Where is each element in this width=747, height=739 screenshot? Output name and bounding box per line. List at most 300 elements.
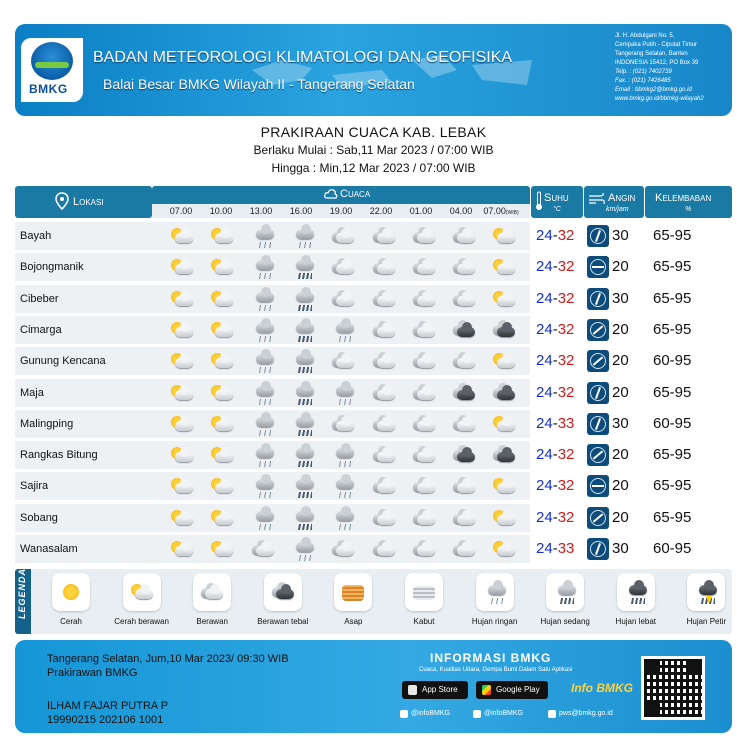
partly-cloudy-icon: [168, 507, 196, 529]
weather-cell: [152, 472, 530, 500]
legend-item: [673, 573, 739, 626]
hour-label: 07.00: [483, 206, 506, 216]
cloudy-icon: [410, 319, 438, 341]
weather-cell: [152, 222, 530, 250]
legend-label: Cerah berawan: [114, 617, 169, 626]
cloudy-icon: [410, 475, 438, 497]
legend-label: Asap: [344, 617, 363, 626]
temperature-range: [536, 540, 574, 557]
temp-min: 24: [536, 540, 553, 557]
temp-separator: -: [552, 383, 558, 401]
light-rain-icon: [249, 256, 277, 278]
temp-min: 24: [536, 352, 553, 370]
wind-speed: 20: [612, 383, 629, 401]
wind-cell: [584, 504, 644, 532]
partly-cloudy-icon: [168, 413, 196, 435]
temp-min: 24: [536, 227, 553, 244]
legend-icon-box: [405, 573, 443, 611]
temp-max: 32: [557, 320, 575, 338]
partly-cloudy-icon: [168, 288, 196, 310]
email-link[interactable]: pws@bmkg.go.id: [548, 710, 613, 717]
cloudy-icon: [450, 288, 478, 310]
humidity-range: 65-95: [653, 289, 692, 307]
valid-to: Hingga : Min,12 Mar 2023 / 07:00 WIB: [271, 161, 476, 175]
hour-label: 10.00: [209, 206, 233, 216]
page-title: PRAKIRAAN CUACA KAB. LEBAK: [260, 124, 487, 140]
location-cell: [15, 410, 152, 438]
temperature-range: [536, 290, 574, 307]
temperature-cell: [531, 535, 583, 563]
cloudy-icon: [410, 288, 438, 310]
wind-direction-icon: [587, 225, 609, 247]
temp-separator: -: [552, 477, 558, 495]
cloudy-icon: [450, 350, 478, 372]
wind-direction-icon: [587, 288, 609, 310]
light-rain-icon: [329, 319, 357, 341]
table-row: [15, 347, 732, 375]
cloudy-icon: [249, 538, 277, 560]
temperature-range: [536, 227, 574, 244]
partly-cloudy-icon: [168, 350, 196, 372]
humidity-cell: [645, 347, 732, 375]
light-rain-icon: [289, 225, 317, 247]
table-row: [15, 504, 732, 532]
legend-icon-box: [617, 573, 655, 611]
hour-label: 13.00: [249, 206, 273, 216]
moderate-rain-icon: [289, 350, 317, 372]
temp-max: 32: [557, 477, 575, 495]
cloudy-icon: [450, 538, 478, 560]
wind-speed: 30: [612, 289, 629, 307]
weather-cell: [152, 285, 530, 313]
humidity-cell: [645, 504, 732, 532]
moderate-rain-icon: [289, 507, 317, 529]
light-rain-icon: [249, 413, 277, 435]
hour-label: 19.00: [329, 206, 353, 216]
partly-cloudy-icon: [208, 319, 236, 341]
cloudy-icon: [370, 319, 398, 341]
forecaster-name: ILHAM FAJAR PUTRA P: [47, 700, 169, 712]
legend-label: Hujan ringan: [471, 617, 518, 626]
logo-text: BMKG: [29, 82, 68, 96]
location-cell: [15, 472, 152, 500]
legend-icon-box: [546, 573, 584, 611]
wind-cell: [584, 285, 644, 313]
header-lokasi-label: Lokasi: [73, 196, 104, 208]
cloudy-icon: [410, 507, 438, 529]
hour-label: 07.00: [169, 206, 193, 216]
humidity-cell: [645, 472, 732, 500]
cloudy-icon: [370, 507, 398, 529]
cloudy-icon: [370, 350, 398, 372]
legend: [15, 569, 732, 634]
humidity-cell: [645, 410, 732, 438]
cloud-header-icon: [324, 188, 338, 200]
temp-min: 24: [536, 477, 553, 495]
light-rain-icon: [249, 225, 277, 247]
hour-strip: [152, 204, 530, 218]
temp-separator: -: [552, 258, 558, 276]
wind-speed: 20: [612, 320, 629, 338]
temperature-range: [536, 446, 574, 463]
light-rain-icon: [249, 350, 277, 372]
address-website: www.bmkg.go.id/bbmkg-wilayah2: [615, 96, 704, 102]
wind-speed: 30: [612, 540, 629, 557]
temp-max: 32: [557, 383, 575, 401]
wind-cell: [584, 222, 644, 250]
address-phone: Telp. : (021) 7402739: [615, 69, 672, 75]
overcast-icon: [450, 444, 478, 466]
issued-place-date: Tangerang Selatan, Jum,10 Mar 2023/ 09:30 WIB: [47, 653, 289, 665]
temp-separator: -: [552, 320, 558, 338]
humidity-cell: [645, 379, 732, 407]
location-name: Cibeber: [20, 292, 59, 305]
light-rain-icon: [481, 581, 509, 603]
partly-cloudy-icon: [168, 319, 196, 341]
weather-cell: [152, 441, 530, 469]
header-angin: [584, 186, 644, 218]
cloudy-icon: [410, 382, 438, 404]
hour-suffix: (WIB): [505, 210, 519, 216]
weather-cell: [152, 504, 530, 532]
location-name: Wanasalam: [20, 543, 78, 555]
location-cell: [15, 285, 152, 313]
cloudy-icon: [370, 382, 398, 404]
cloudy-icon: [370, 444, 398, 466]
overcast-icon: [450, 382, 478, 404]
humidity-cell: [645, 441, 732, 469]
humidity-cell: [645, 316, 732, 344]
temp-separator: -: [552, 446, 558, 464]
hour-label: 04.00: [449, 206, 473, 216]
partly-cloudy-icon: [490, 538, 518, 560]
header-lokasi: [15, 186, 152, 218]
partly-cloudy-icon: [168, 444, 196, 466]
cloudy-icon: [198, 581, 226, 603]
temp-min: 24: [536, 414, 553, 432]
wind-cell: [584, 253, 644, 281]
cloudy-icon: [410, 350, 438, 372]
partly-cloudy-icon: [208, 538, 236, 560]
temperature-range: [536, 352, 574, 369]
location-name: Maja: [20, 386, 44, 399]
header-kelembaban-unit: %: [685, 206, 692, 213]
humidity-cell: [645, 285, 732, 313]
wind-speed: 20: [612, 508, 629, 526]
qr-code[interactable]: [641, 656, 705, 720]
humidity-cell: [645, 253, 732, 281]
temperature-cell: [531, 285, 583, 313]
cloudy-icon: [329, 413, 357, 435]
temp-min: 24: [536, 320, 553, 338]
temp-max: 33: [557, 540, 575, 557]
table-row: [15, 379, 732, 407]
humidity-range: 65-95: [653, 446, 692, 464]
humidity-range: 65-95: [653, 477, 692, 495]
cloudy-icon: [450, 256, 478, 278]
cloudy-icon: [410, 413, 438, 435]
partly-cloudy-icon: [168, 538, 196, 560]
haze-icon: [339, 581, 367, 603]
hour-label: 01.00: [409, 206, 433, 216]
partly-cloudy-icon: [490, 413, 518, 435]
moderate-rain-icon: [289, 256, 317, 278]
temperature-range: [536, 258, 574, 275]
info-subtitle: Cuaca, Kualitas Udara, Gempa Bumi Dalam Satu Aplikasi: [419, 667, 573, 673]
forecaster-nip: 19990215 202106 1001: [47, 714, 164, 726]
header-angin-label: Angin: [608, 192, 636, 204]
bmkg-logo: [21, 38, 83, 102]
logo-emblem-icon: [31, 42, 73, 80]
partly-cloudy-icon: [208, 475, 236, 497]
legend-label: Hujan sedang: [540, 617, 590, 626]
legend-item: [603, 573, 669, 626]
partly-cloudy-icon: [490, 256, 518, 278]
temperature-range: [536, 321, 574, 338]
cloudy-icon: [370, 256, 398, 278]
cloudy-icon: [329, 225, 357, 247]
wind-speed: 20: [612, 258, 629, 276]
overcast-icon: [490, 444, 518, 466]
address-line: Cempaka Putih - Ciputat Timur: [615, 42, 698, 48]
temperature-cell: [531, 504, 583, 532]
partly-cloudy-icon: [208, 413, 236, 435]
wind-direction-icon: [587, 413, 609, 435]
valid-from: Berlaku Mulai : Sab,11 Mar 2023 / 07:00 WIB: [253, 143, 494, 157]
humidity-range: 65-95: [653, 258, 692, 276]
cloudy-icon: [329, 288, 357, 310]
temperature-range: [536, 509, 574, 526]
cloudy-icon: [410, 444, 438, 466]
fog-icon: [410, 581, 438, 603]
heavy-rain-icon: [622, 581, 650, 603]
hour-label: 16.00: [289, 206, 313, 216]
humidity-cell: [645, 222, 732, 250]
wind-speed: 30: [612, 227, 629, 244]
temp-max: 32: [557, 508, 575, 526]
partly-cloudy-icon: [490, 475, 518, 497]
cloudy-icon: [410, 538, 438, 560]
wind-direction-icon: [587, 256, 609, 278]
qr-code-pattern: [644, 659, 702, 717]
temp-max: 32: [557, 446, 575, 464]
light-rain-icon: [249, 444, 277, 466]
temp-separator: -: [552, 508, 558, 526]
overcast-icon: [450, 319, 478, 341]
partly-cloudy-icon: [168, 225, 196, 247]
info-title: INFORMASI BMKG: [430, 651, 552, 665]
overcast-icon: [269, 581, 297, 603]
wind-direction-icon: [587, 507, 609, 529]
legend-title: LEGENDA: [17, 567, 27, 619]
light-rain-icon: [329, 444, 357, 466]
cloudy-icon: [329, 256, 357, 278]
legend-item: [109, 573, 175, 626]
light-rain-icon: [249, 319, 277, 341]
wind-cell: [584, 472, 644, 500]
wind-direction-icon: [587, 319, 609, 341]
wind-speed: 30: [612, 414, 629, 432]
wind-cell: [584, 379, 644, 407]
overcast-icon: [490, 382, 518, 404]
light-rain-icon: [249, 475, 277, 497]
partly-cloudy-icon: [168, 256, 196, 278]
location-name: Gunung Kencana: [20, 355, 106, 368]
location-cell: [15, 535, 152, 563]
header-suhu-unit: °C: [553, 206, 561, 213]
legend-tab: [15, 569, 31, 634]
location-name: Malingping: [20, 417, 74, 430]
wind-direction-icon: [587, 475, 609, 497]
location-cell: [15, 222, 152, 250]
table-row: [15, 285, 732, 313]
hour-label: 22.00: [369, 206, 393, 216]
location-cell: [15, 379, 152, 407]
legend-item: [250, 573, 316, 626]
table-row: [15, 222, 732, 250]
partly-cloudy-icon: [490, 350, 518, 372]
humidity-range: 60-95: [653, 540, 692, 557]
light-rain-icon: [329, 507, 357, 529]
light-rain-icon: [249, 288, 277, 310]
weather-cell: [152, 410, 530, 438]
temp-max: 32: [557, 289, 575, 307]
thunderstorm-icon: [692, 581, 720, 603]
partly-cloudy-icon: [128, 581, 156, 603]
moderate-rain-icon: [551, 581, 579, 603]
moderate-rain-icon: [289, 288, 317, 310]
header-suhu: [531, 186, 583, 218]
temp-max: 32: [557, 227, 575, 244]
weather-cell: [152, 535, 530, 563]
info-bmkg-app[interactable]: Info BMKG: [571, 681, 633, 695]
forecaster-role: Prakirawan BMKG: [47, 667, 138, 679]
table-row: [15, 253, 732, 281]
location-cell: [15, 441, 152, 469]
cloudy-icon: [450, 507, 478, 529]
temperature-range: [536, 477, 574, 494]
location-cell: [15, 316, 152, 344]
legend-item: [320, 573, 386, 626]
temp-min: 24: [536, 508, 553, 526]
temperature-cell: [531, 441, 583, 469]
humidity-range: 60-95: [653, 414, 692, 432]
temperature-range: [536, 384, 574, 401]
weather-cell: [152, 347, 530, 375]
cloudy-icon: [329, 350, 357, 372]
table-row: [15, 472, 732, 500]
partly-cloudy-icon: [490, 288, 518, 310]
sunny-icon: [57, 581, 85, 603]
humidity-range: 65-95: [653, 320, 692, 338]
temp-min: 24: [536, 289, 553, 307]
header-kelembaban-label: Kelembaban: [655, 192, 712, 204]
moderate-rain-icon: [289, 444, 317, 466]
header-banner: [15, 24, 732, 116]
address-line: INDONESIA 15412, PO Box 39: [615, 60, 699, 66]
google-play-badge[interactable]: Google Play: [476, 681, 548, 699]
temp-max: 32: [557, 258, 575, 276]
address-line: Tangerang Selatan, Banten: [615, 51, 688, 57]
thermometer-icon: [535, 191, 543, 211]
legend-label: Berawan tebal: [257, 617, 309, 626]
humidity-range: 65-95: [653, 508, 692, 526]
header-cuaca: [152, 186, 530, 218]
legend-label: Hujan Petir: [686, 617, 727, 626]
legend-label: Berawan: [196, 617, 228, 626]
hour-label-last: [480, 206, 522, 216]
temp-max: 33: [557, 414, 575, 432]
partly-cloudy-icon: [490, 507, 518, 529]
address-fax: Fax. : (021) 7426485: [615, 78, 671, 84]
wind-cell: [584, 441, 644, 469]
temp-separator: -: [552, 414, 558, 432]
temp-separator: -: [552, 540, 558, 557]
temp-max: 32: [557, 352, 575, 370]
light-rain-icon: [329, 382, 357, 404]
legend-item: [532, 573, 598, 626]
app-store-badge[interactable]: App Store: [402, 681, 468, 699]
wind-cell: [584, 316, 644, 344]
address-email: Email : bbmkg2@bmkg.go.id: [615, 87, 692, 93]
light-rain-icon: [249, 382, 277, 404]
legend-icon-box: [123, 573, 161, 611]
instagram-link[interactable]: @infoBMKG: [473, 710, 523, 717]
partly-cloudy-icon: [208, 382, 236, 404]
partly-cloudy-icon: [208, 507, 236, 529]
temperature-cell: [531, 316, 583, 344]
indonesia-map-graphic: [242, 30, 542, 110]
header-angin-unit: km/jam: [606, 206, 629, 213]
temperature-cell: [531, 253, 583, 281]
location-name: Cimarga: [20, 323, 62, 336]
wind-direction-icon: [587, 382, 609, 404]
temperature-cell: [531, 347, 583, 375]
temp-separator: -: [552, 227, 558, 244]
twitter-link[interactable]: @infoBMKG: [400, 710, 450, 717]
legend-item: [38, 573, 104, 626]
address-line: Jl. H. Abdulgani No. 5,: [615, 33, 675, 39]
temperature-range: [536, 415, 574, 432]
table-row: [15, 410, 732, 438]
location-cell: [15, 253, 152, 281]
wind-cell: [584, 347, 644, 375]
moderate-rain-icon: [289, 475, 317, 497]
location-name: Bojongmanik: [20, 261, 84, 274]
table-row: [15, 316, 732, 344]
light-rain-icon: [289, 538, 317, 560]
footer: [15, 640, 732, 733]
humidity-range: 60-95: [653, 352, 692, 370]
temp-separator: -: [552, 352, 558, 370]
light-rain-icon: [249, 507, 277, 529]
location-name: Bayah: [20, 230, 52, 242]
header-suhu-label: Suhu: [544, 192, 569, 204]
partly-cloudy-icon: [168, 475, 196, 497]
temp-min: 24: [536, 383, 553, 401]
partly-cloudy-icon: [208, 288, 236, 310]
temperature-cell: [531, 379, 583, 407]
overcast-icon: [490, 319, 518, 341]
location-name: Rangkas Bitung: [20, 449, 98, 462]
legend-icon-box: [52, 573, 90, 611]
header-kelembaban: [645, 186, 732, 218]
location-name: Sobang: [20, 511, 58, 524]
partly-cloudy-icon: [208, 444, 236, 466]
legend-label: Cerah: [60, 617, 82, 626]
temp-min: 24: [536, 446, 553, 464]
cloudy-icon: [450, 413, 478, 435]
